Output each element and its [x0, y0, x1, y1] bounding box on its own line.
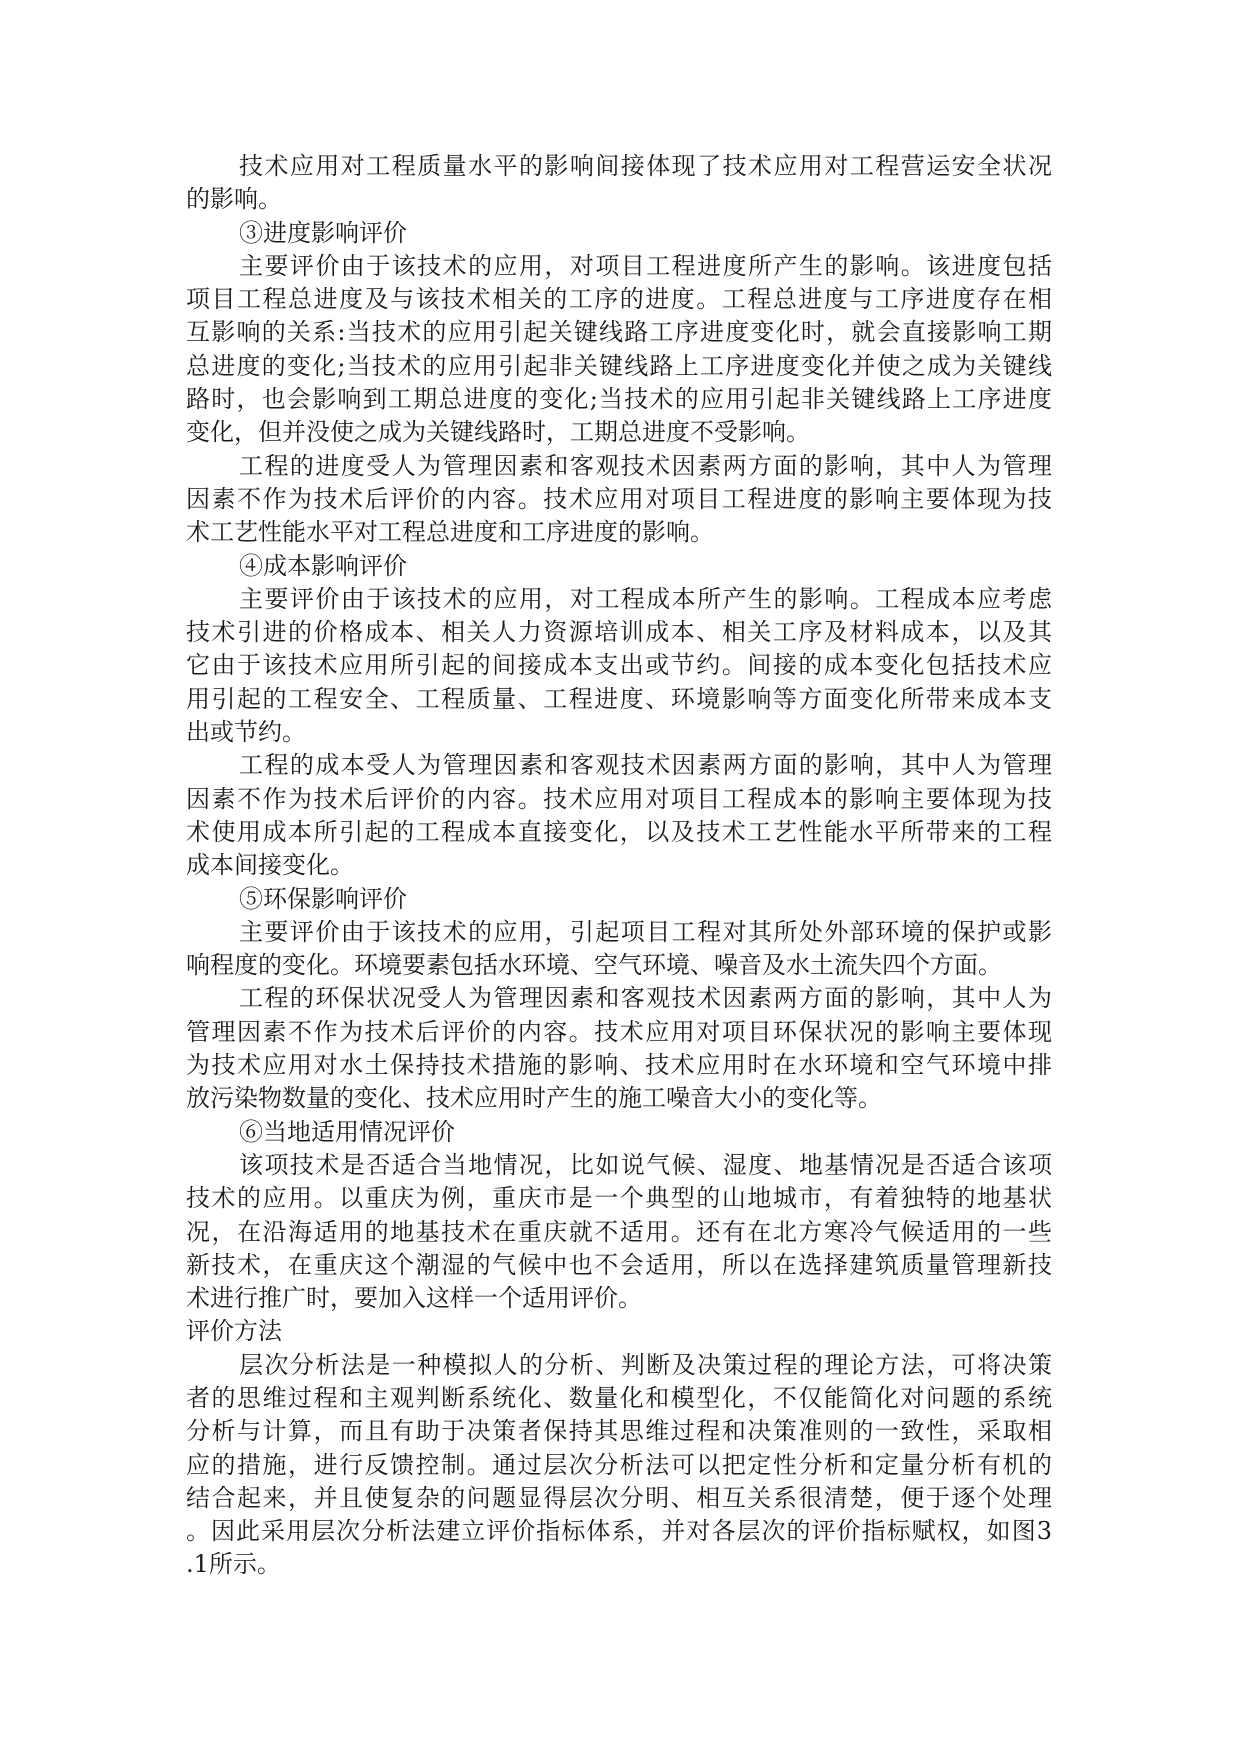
paragraph-line: 互影响的关系:当技术的应用引起关键线路工序进度变化时，就会直接影响工期: [186, 318, 1052, 347]
paragraph-line: 项目工程总进度及与该技术相关的工序的进度。工程总进度与工序进度存在相: [186, 285, 1052, 314]
paragraph-line: 者的思维过程和主观判断系统化、数量化和模型化，不仅能简化对问题的系统: [186, 1383, 1052, 1412]
paragraph-line: 变化，但并没使之成为关键线路时，工期总进度不受影响。: [186, 418, 810, 447]
paragraph-line: 该项技术是否适合当地情况，比如说气候、湿度、地基情况是否适合该项: [239, 1150, 1052, 1179]
paragraph-line: 出或节约。: [186, 718, 306, 747]
paragraph-line: 主要评价由于该技术的应用，对项目工程进度所产生的影响。该进度包括: [239, 251, 1052, 280]
section-heading: ⑥当地适用情况评价: [239, 1117, 455, 1146]
paragraph-line: 总进度的变化;当技术的应用引起非关键线路上工序进度变化并使之成为关键线: [186, 351, 1052, 380]
paragraph-line: 结合起来，并且使复杂的问题显得层次分明、相互关系很清楚，便于逐个处理: [186, 1483, 1052, 1512]
paragraph-line: 术使用成本所引起的工程成本直接变化，以及技术工艺性能水平所带来的工程: [186, 817, 1052, 846]
paragraph-line: 成本间接变化。: [186, 851, 354, 880]
paragraph-line: 它由于该技术应用所引起的间接成本支出或节约。间接的成本变化包括技术应: [186, 651, 1052, 680]
section-title: 评价方法: [186, 1317, 282, 1346]
paragraph-line: 新技术，在重庆这个潮湿的气候中也不会适用，所以在选择建筑质量管理新技: [186, 1250, 1052, 1279]
paragraph-line: 主要评价由于该技术的应用，对工程成本所产生的影响。工程成本应考虑: [239, 584, 1052, 613]
paragraph-line: 分析与计算，而且有助于决策者保持其思维过程和决策准则的一致性，采取相: [186, 1417, 1052, 1446]
document-page: [186, 150, 1052, 1582]
section-heading: ④成本影响评价: [239, 551, 407, 580]
paragraph-line: 技术的应用。以重庆为例，重庆市是一个典型的山地城市，有着独特的地基状: [186, 1184, 1052, 1213]
paragraph-line: 为技术应用对水土保持技术措施的影响、技术应用时在水环境和空气环境中排: [186, 1051, 1052, 1080]
paragraph-line: 用引起的工程安全、工程质量、工程进度、环境影响等方面变化所带来成本支: [186, 684, 1052, 713]
paragraph-line: 。因此采用层次分析法建立评价指标体系，并对各层次的评价指标赋权，如图3: [186, 1517, 1052, 1546]
paragraph-line: 应的措施，进行反馈控制。通过层次分析法可以把定性分析和定量分析有机的: [186, 1450, 1052, 1479]
paragraph-line: 技术应用对工程质量水平的影响间接体现了技术应用对工程营运安全状况: [239, 152, 1052, 180]
paragraph-line: 层次分析法是一种模拟人的分析、判断及决策过程的理论方法，可将决策: [239, 1350, 1052, 1379]
section-heading: ③进度影响评价: [239, 218, 407, 247]
paragraph-line: 工程的成本受人为管理因素和客观技术因素两方面的影响，其中人为管理: [239, 751, 1052, 780]
paragraph-line: .1所示。: [186, 1550, 281, 1579]
paragraph-line: 况，在沿海适用的地基技术在重庆就不适用。还有在北方寒冷气候适用的一些: [186, 1217, 1052, 1246]
paragraph-line: 因素不作为技术后评价的内容。技术应用对项目工程进度的影响主要体现为技: [186, 484, 1052, 513]
paragraph-line: 技术引进的价格成本、相关人力资源培训成本、相关工序及材料成本，以及其: [186, 618, 1052, 647]
paragraph-line: 术工艺性能水平对工程总进度和工序进度的影响。: [186, 518, 714, 547]
paragraph-line: 管理因素不作为技术后评价的内容。技术应用对项目环保状况的影响主要体现: [186, 1017, 1052, 1046]
paragraph-line: 放污染物数量的变化、技术应用时产生的施工噪音大小的变化等。: [186, 1084, 882, 1113]
paragraph-line: 术进行推广时，要加入这样一个适用评价。: [186, 1284, 642, 1313]
section-heading: ⑤环保影响评价: [239, 884, 407, 913]
paragraph-line: 的影响。: [186, 185, 282, 214]
paragraph-line: 工程的进度受人为管理因素和客观技术因素两方面的影响，其中人为管理: [239, 451, 1052, 480]
paragraph-line: 因素不作为技术后评价的内容。技术应用对项目工程成本的影响主要体现为技: [186, 784, 1052, 813]
paragraph-line: 工程的环保状况受人为管理因素和客观技术因素两方面的影响，其中人为: [239, 984, 1052, 1013]
paragraph-line: 响程度的变化。环境要素包括水环境、空气环境、噪音及水土流失四个方面。: [186, 951, 1002, 980]
paragraph-line: 主要评价由于该技术的应用，引起项目工程对其所处外部环境的保护或影: [239, 917, 1052, 946]
paragraph-line: 路时，也会影响到工期总进度的变化;当技术的应用引起非关键线路上工序进度: [186, 385, 1052, 414]
